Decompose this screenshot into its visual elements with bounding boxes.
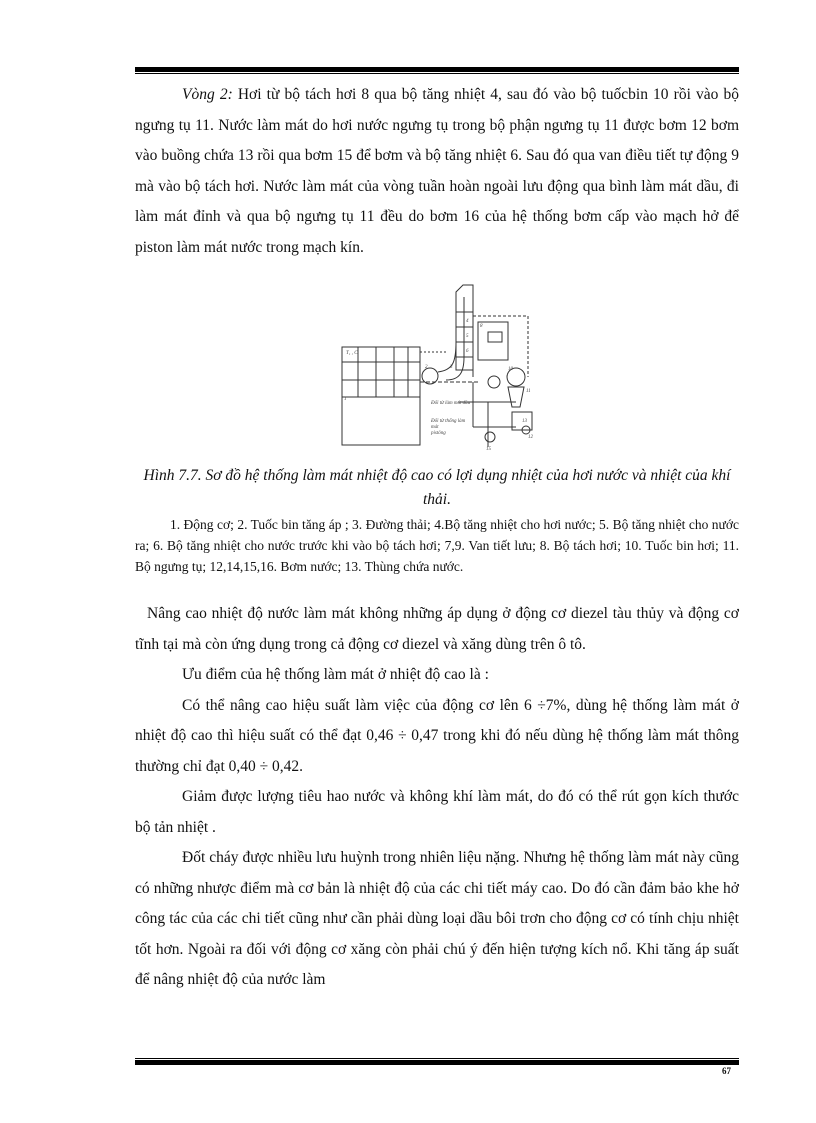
svg-text:13: 13 — [522, 419, 527, 424]
loop-2-lead: Vòng 2: — [182, 86, 233, 103]
svg-text:1: 1 — [344, 397, 347, 402]
steam-separator — [478, 322, 508, 360]
body-text-top — [135, 80, 739, 263]
paragraph-loop-2 — [135, 80, 739, 263]
loop-2-body: Hơi từ bộ tách hơi 8 qua bộ tăng nhiệt 4, sau đó vào bộ tuốcbin 10 rồi vào bộ ngưng tụ 11. Nước làm mát do hơi nước ngưng tụ trong bộ phận ngưng tụ 11 được bơm 12 bơm vào buồng chứa 13 rồi qua bơm 15 để bơm và bộ tăng nhiệt 6. Sau đó qua van điều tiết tự động 9 mà vào bộ tách hơi. Nước làm mát của vòng tuần hoàn ngoài lưu động qua bình làm mát dầu, đi làm mát đỉnh và qua bộ ngưng tụ 11 đều do bơm 16 của hệ thống bơm cấp vào mạch hở để piston làm mát nước trong mạch kín. — [135, 86, 739, 256]
footer-rule — [135, 1058, 739, 1065]
paragraph-application: Nâng cao nhiệt độ nước làm mát không những áp dụng ở động cơ diezel tàu thủy và động cơ tĩnh tại mà còn ứng dụng trong cả động cơ diezel và xăng dùng trên ô tô. — [135, 605, 739, 653]
svg-text:11: 11 — [526, 389, 531, 394]
body-text-bottom — [135, 599, 739, 996]
figure-legend — [135, 514, 739, 577]
legend-text: 1. Động cơ; 2. Tuốc bin tăng áp ; 3. Đường thải; 4.Bộ tăng nhiệt cho hơi nước; 5. Bộ tăng nhiệt cho nước ra; 6. Bộ tăng nhiệt cho nước trước khi vào bộ tách hơi; 7,9. Van tiết lưu; 8. Bộ tách hơi; 10. Tuốc bin hơi; 11. Bộ ngưng tụ; 12,14,15,16. Bơm nước; 13. Thùng chứa nước. — [135, 517, 739, 574]
figure-caption: Hình 7.7. Sơ đồ hệ thống làm mát nhiệt độ cao có lợi dụng nhiệt của hơi nước và nhiệt của khí thải. — [143, 467, 731, 508]
page-number: 67 — [722, 1066, 731, 1076]
svg-text:12: 12 — [528, 435, 533, 440]
svg-text:6: 6 — [466, 349, 469, 354]
svg-text:pistông: pistông — [431, 431, 446, 436]
condenser — [508, 387, 524, 407]
svg-text:mát: mát — [431, 425, 439, 430]
svg-text:15: 15 — [486, 447, 491, 452]
svg-text:T₁ , C: T₁ , C — [346, 351, 358, 356]
svg-text:8: 8 — [480, 324, 483, 329]
svg-text:Đổi từ thống làm: Đổi từ thống làm — [431, 419, 466, 424]
svg-text:3: 3 — [450, 365, 453, 370]
svg-text:2: 2 — [425, 365, 428, 370]
paragraph-drawbacks: Đốt cháy được nhiều lưu huỳnh trong nhiên liệu nặng. Nhưng hệ thống làm mát này cũng có những nhược điểm mà cơ bản là nhiệt độ của các chi tiết máy cao. Do đó cần đảm bảo khe hở công tác của các chi tiết cũng như cần phải dùng loại dầu bôi trơn cho động cơ có tính chịu nhiệt tốt hơn. Ngoài ra đối với động cơ xăng còn phải chú ý đến hiện tượng kích nổ. Khi tăng áp suất để nâng nhiệt độ của nước làm — [135, 849, 739, 988]
svg-text:5: 5 — [466, 334, 469, 339]
svg-text:Đổi từ làm mát dầu: Đổi từ làm mát dầu — [431, 401, 471, 406]
paragraph-advantages-heading: Ưu điểm của hệ thống làm mát ở nhiệt độ cao là : — [182, 666, 489, 683]
svg-text:10: 10 — [508, 367, 513, 372]
header-rule — [135, 67, 739, 74]
paragraph-water-saving: Giảm được lượng tiêu hao nước và không khí làm mát, do đó có thể rút gọn kích thước bộ tản nhiệt . — [135, 788, 739, 836]
paragraph-efficiency: Có thể nâng cao hiệu suất làm việc của động cơ lên 6 ÷7%, dùng hệ thống làm mát ở nhiệt độ cao thì hiệu suất có thể đạt 0,46 ÷ 0,47 trong khi đó nếu dùng hệ thống làm mát thông thường chỉ đạt 0,40 ÷ 0,42. — [135, 696, 739, 775]
svg-text:4: 4 — [466, 319, 469, 324]
cooling-system-diagram — [338, 282, 535, 452]
